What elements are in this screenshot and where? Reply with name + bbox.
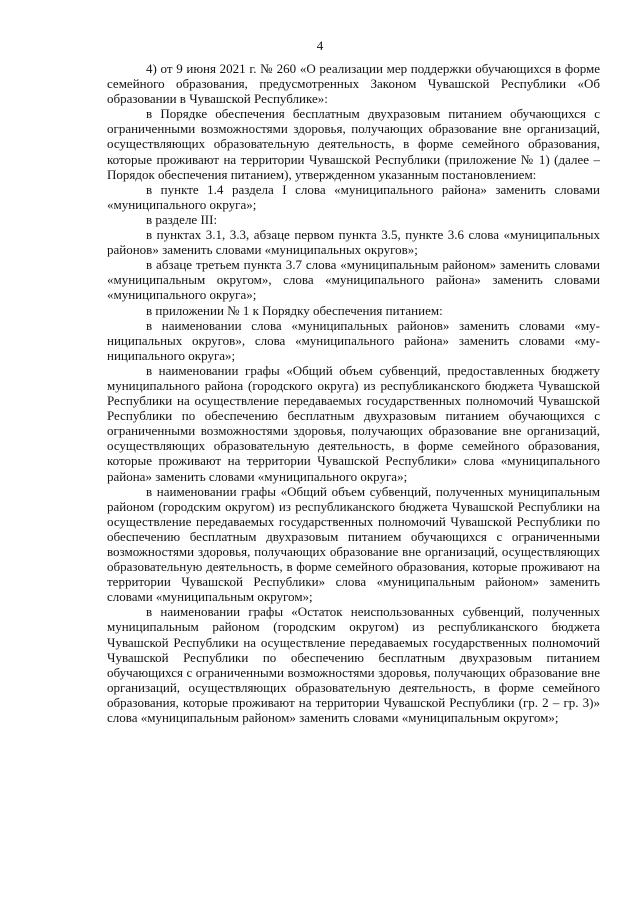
paragraph-points-3-1-3-6: в пунктах 3.1, 3.3, абзаце первом пункта 3.5, пункте 3.6 слова «муниципальных районов» заменить словами «муниципальных округов»;	[107, 227, 600, 258]
paragraph-point-1-4: в пункте 1.4 раздела I слова «муниципального района» заменить словами «муниципального округа»;	[107, 181, 600, 212]
paragraph-appendix-1: в приложении № 1 к Порядку обеспечения питанием:	[146, 302, 443, 318]
paragraph-column-total-received: в наименовании графы «Общий объем субвенций, полученных муниципальным районом (городским округом) из республиканского бюджета Чувашской Республики на осуществление передаваемых государственных полномочий Чувашской Республики по обеспечению бесплатным двухразовым питанием обучающихся с ограниченными возможностями здоровья, получающих образование вне организаций, осуществляющих образовательную деятельность, в форме семейного образования, которые проживают на территории Чувашской Республики» слова «муниципальным районом» заменить словами «муниципальным округом»;	[107, 483, 600, 605]
page-number: 4	[316, 38, 324, 53]
paragraph-procedure-nutrition: в Порядке обеспечения бесплатным двухразовым питанием обучающихся с ограниченными возможностями здоровья, получающих образование вне организаций, осуществляющих образовательную деятельность, в форме семейного образования, которые проживают на территории Чувашской Республики (приложение № 1) (далее – Порядок обеспечения питанием), утвержденном указанным постановлением:	[107, 106, 600, 182]
paragraph-column-total-provided: в наименовании графы «Общий объем субвенций, предоставленных бюджету муниципального района (городского округа) из республиканского бюджета Чувашской Республики на осуществление передаваемых государственных полномочий Чувашской Республики по обеспечению бесплатным двухразовым питанием обучающихся с ограниченными возможностями здоровья, получающих образование вне организаций, осуществляющих образовательную деятельность, в форме семейного образования, которые проживают на территории Чувашской Республики» слова «муниципального района» заменить словами «муниципального округа»;	[107, 362, 600, 484]
paragraph-point-3-7: в абзаце третьем пункта 3.7 слова «муниципальным районом» заменить словами «муниципальным округом», слова «муниципального района» заменить словами «муниципального округа»;	[107, 257, 600, 303]
paragraph-column-remainder: в наименовании графы «Остаток неиспользованных субвенций, полученных муниципальным районом (городским округом) из республиканского бюджета Чувашской Республики на осуществление передаваемых государственных полномочий Чувашской Республики по обеспечению бесплатным двухразовым питанием обучающихся с ограниченными возможностями здоровья, получающих образование вне организаций, осуществляющих образовательную деятельность, в форме семейного образования, которые проживают на территории Чувашской Республики (гр. 2 – гр. 3)» слова «муниципальным районом» заменить словами «муниципальным округом»;	[107, 604, 600, 726]
paragraph-appendix-title: в наименовании слова «муниципальных районов» заменить словами «муниципальных округов», слова «муниципального района» заменить словами «муниципального округа»;	[107, 317, 600, 363]
paragraph-item-4-resolution: 4) от 9 июня 2021 г. № 260 «О реализации мер поддержки обучающихся в форме семейного образования, предусмотренных Законом Чувашской Республики «Об образовании в Чувашской Республике»:	[107, 61, 600, 107]
paragraph-section-3: в разделе III:	[146, 211, 218, 227]
document-body	[107, 61, 600, 725]
